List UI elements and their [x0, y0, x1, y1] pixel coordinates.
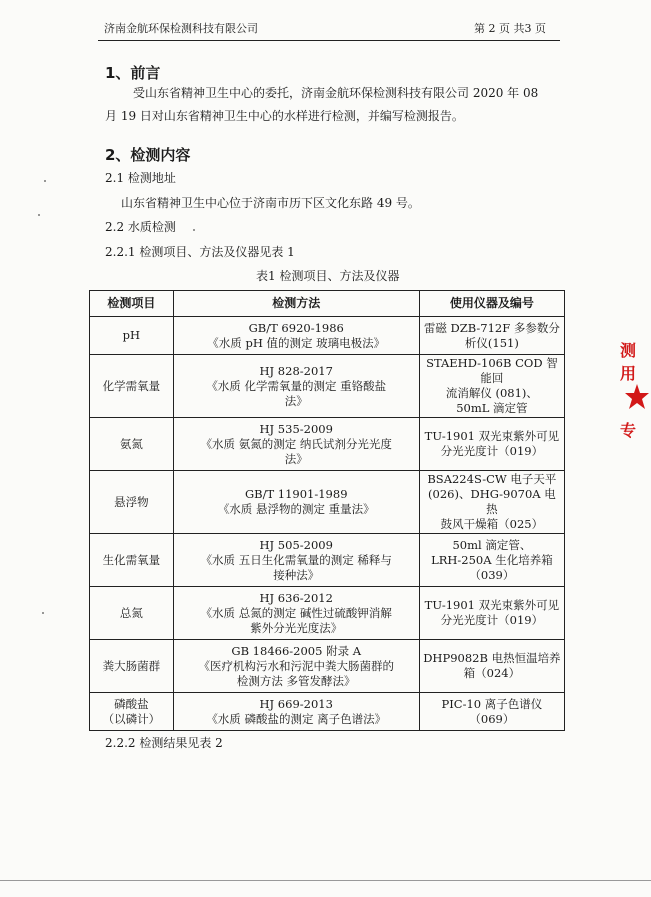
item-cell [90, 355, 174, 418]
section221-title: 2.2.1 检测项目、方法及仪器见表 1 [105, 245, 295, 259]
method-cell-line: HJ 535-2009 [259, 421, 333, 436]
method-cell-line: 《水质 pH 值的测定 玻璃电极法》 [207, 335, 386, 350]
scan-speck [193, 229, 195, 231]
header-page-number: 第 2 页 共3 页 [474, 22, 546, 35]
instrument-cell-line: 分光光度计（019） [440, 613, 544, 627]
method-cell-line: GB 18466-2005 附录 A [231, 643, 362, 658]
item-cell-line: 悬浮物 [114, 494, 149, 509]
scan-speck [38, 214, 40, 216]
method-cell [173, 640, 419, 693]
item-cell-line: 化学需氧量 [102, 378, 161, 393]
instrument-cell-line: TU-1901 双光束紫外可见 [424, 598, 560, 612]
item-cell-line: 生化需氧量 [102, 552, 161, 567]
method-cell [173, 418, 419, 471]
section21-title: 2.1 检测地址 [105, 171, 176, 185]
instrument-cell-line: STAEHD-106B COD 智能回 [426, 356, 558, 385]
header-company: 济南金航环保检测科技有限公司 [104, 22, 258, 35]
instrument-cell-line: （069） [469, 711, 515, 726]
method-cell [173, 693, 419, 731]
item-cell [90, 587, 174, 640]
method-cell-line: 检测方法 多管发酵法》 [236, 673, 356, 688]
section1-paragraph-line1: 受山东省精神卫生中心的委托，济南金航环保检测科技有限公司 2020 年 08 [133, 86, 539, 100]
method-cell [173, 534, 419, 587]
instrument-cell-line: 鼓风干燥箱（025） [440, 517, 544, 531]
item-cell-line: pH [122, 328, 141, 342]
instrument-cell-line: （039） [469, 567, 515, 582]
method-cell-line: 紫外分光光度法》 [250, 620, 343, 635]
item-cell [90, 534, 174, 587]
item-cell-line: 氨氮 [119, 436, 143, 451]
instrument-cell [419, 587, 564, 640]
method-cell-line: 法》 [284, 393, 308, 408]
instrument-cell-line: (026)、DHG-9070A 电热 [428, 487, 556, 516]
method-cell-line: 接种法》 [273, 567, 320, 582]
table-row [90, 640, 565, 693]
instrument-cell-line: 雷磁 DZB-712F 多参数分 [423, 320, 560, 335]
instrument-cell-line: 流消解仪 (081)、 [445, 386, 538, 400]
section1-paragraph-line2: 月 19 日对山东省精神卫生中心的水样进行检测，并编写检测报告。 [105, 109, 464, 123]
item-cell [90, 418, 174, 471]
item-cell [90, 640, 174, 693]
method-cell-line: 《水质 悬浮物的测定 重量法》 [217, 502, 375, 516]
instrument-cell-line: 析仪(151) [464, 335, 519, 350]
table-row [90, 355, 565, 418]
section22-title: 2.2 水质检测 [105, 220, 176, 234]
instrument-cell [419, 418, 564, 471]
table-row [90, 471, 565, 534]
instrument-cell-line: DHP9082B 电热恒温培养 [423, 651, 561, 665]
stamp-star-icon [624, 382, 650, 416]
method-cell-line: HJ 669-2013 [259, 696, 333, 711]
item-cell [90, 471, 174, 534]
table-row [90, 534, 565, 587]
method-cell-line: HJ 505-2009 [259, 537, 333, 552]
method-cell-line: 《水质 化学需氧量的测定 重铬酸盐 [206, 378, 387, 393]
method-cell-line: HJ 828-2017 [259, 363, 333, 378]
item-cell-line: 总氮 [119, 605, 143, 620]
instrument-cell [419, 640, 564, 693]
table-row [90, 693, 565, 731]
table-row [90, 587, 565, 640]
stamp-fragment-text: 测用 [620, 341, 637, 383]
header-item: 检测项目 [90, 291, 174, 317]
item-cell [90, 693, 174, 731]
instrument-cell-line: 分光光度计（019） [440, 444, 544, 458]
header-rule [98, 40, 560, 41]
section2-title: 2、检测内容 [105, 146, 191, 164]
method-cell [173, 471, 419, 534]
method-cell-line: 《水质 总氮的测定 碱性过硫酸钾消解 [200, 605, 392, 620]
scan-speck [42, 612, 44, 614]
table-header-row [90, 291, 565, 317]
instrument-cell [419, 471, 564, 534]
instrument-cell-line: LRH-250A 生化培养箱 [431, 552, 553, 567]
section222-title: 2.2.2 检测结果见表 2 [105, 736, 223, 750]
instrument-cell-line: TU-1901 双光束紫外可见 [424, 429, 560, 443]
instrument-cell [419, 317, 564, 355]
header-instrument: 使用仪器及编号 [419, 291, 564, 317]
item-cell [90, 317, 174, 355]
method-cell-line: HJ 636-2012 [259, 590, 333, 605]
header-method: 检测方法 [173, 291, 419, 317]
instrument-cell-line: BSA224S-CW 电子天平 [427, 472, 557, 486]
instrument-cell [419, 693, 564, 731]
method-cell [173, 355, 419, 418]
item-cell-line: 粪大肠菌群 [102, 658, 161, 673]
instrument-cell-line: 50mL 滴定管 [456, 401, 528, 415]
scan-bottom-edge [0, 880, 651, 881]
method-cell-line: 《水质 磷酸盐的测定 离子色谱法》 [206, 711, 387, 726]
method-cell-line: GB/T 6920-1986 [248, 320, 344, 335]
table-row [90, 317, 565, 355]
item-cell-line: 磷酸盐 [114, 696, 149, 711]
method-cell-line: 法》 [284, 451, 308, 466]
instrument-cell [419, 534, 564, 587]
instrument-cell-line: PIC-10 离子色谱仪 [441, 696, 543, 711]
method-cell [173, 317, 419, 355]
section21-text: 山东省精神卫生中心位于济南市历下区文化东路 49 号。 [121, 196, 420, 210]
method-cell-line: 《水质 氨氮的测定 纳氏试剂分光光度 [200, 436, 392, 451]
instrument-cell [419, 355, 564, 418]
instrument-cell-line: 50ml 滴定管、 [452, 537, 532, 552]
scan-speck [44, 180, 46, 182]
table-row [90, 418, 565, 471]
method-cell-line: 《医疗机构污水和污泥中粪大肠菌群的 [198, 658, 394, 673]
section1-title: 1、前言 [105, 64, 161, 82]
method-cell [173, 587, 419, 640]
method-cell-line: 《水质 五日生化需氧量的测定 稀释与 [200, 552, 392, 567]
instrument-cell-line: 箱（024） [463, 666, 521, 680]
stamp-fragment-text-2: 专 [620, 421, 637, 440]
table1 [89, 290, 565, 731]
item-cell-line: （以磷计） [102, 711, 161, 726]
method-cell-line: GB/T 11901-1989 [244, 487, 348, 501]
table1-caption: 表1 检测项目、方法及仪器 [256, 269, 400, 283]
